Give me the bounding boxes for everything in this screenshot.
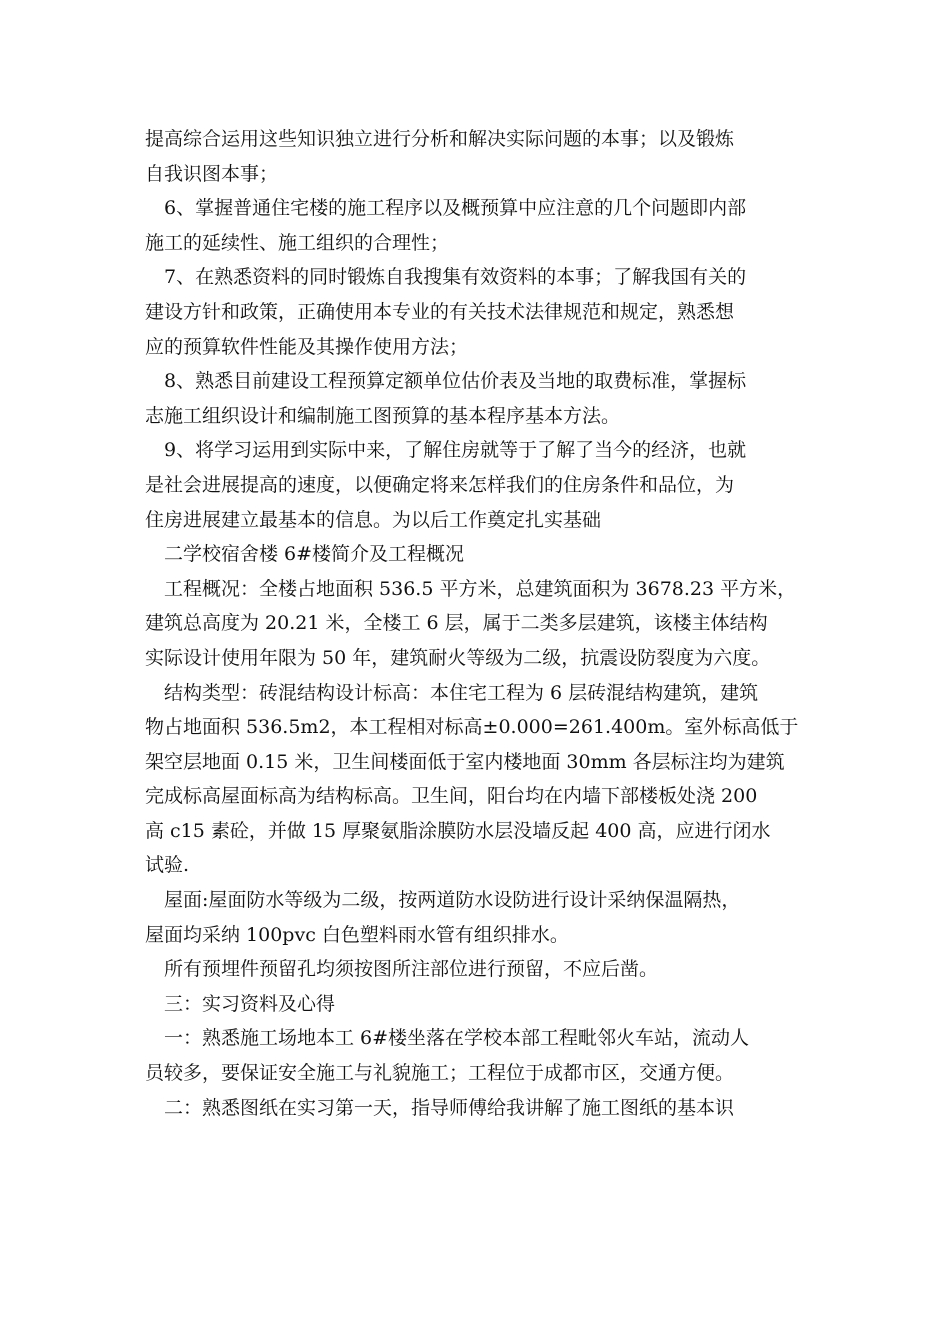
text-line: 建设方针和政策，正确使用本专业的有关技术法律规范和规定，熟悉想 bbox=[145, 300, 735, 323]
text-line: 9、将学习运用到实际中来，了解住房就等于了解了当今的经济，也就 bbox=[164, 439, 747, 462]
text-line: 物占地面积 536.5m2，本工程相对标高±0.000=261.400m。室外标高低于 bbox=[145, 716, 799, 739]
text-line: 6、掌握普通住宅楼的施工程序以及概预算中应注意的几个问题即内部 bbox=[164, 197, 747, 220]
text-line: 架空层地面 0.15 米，卫生间楼面低于室内楼地面 30mm 各层标注均为建筑 bbox=[145, 750, 785, 773]
document-body bbox=[145, 122, 825, 1125]
text-line: 结构类型：砖混结构设计标高：本住宅工程为 6 层砖混结构建筑，建筑 bbox=[164, 681, 759, 704]
text-line: 所有预埋件预留孔均须按图所注部位进行预留，不应后凿。 bbox=[164, 958, 659, 981]
text-line: 一：熟悉施工场地本工 6#楼坐落在学校本部工程毗邻火车站，流动人 bbox=[164, 1027, 750, 1050]
text-line: 屋面均采纳 100pvc 白色塑料雨水管有组织排水。 bbox=[145, 923, 569, 946]
text-line: 应的预算软件性能及其操作使用方法； bbox=[145, 335, 469, 358]
text-line: 志施工组织设计和编制施工图预算的基本程序基本方法。 bbox=[145, 404, 621, 427]
text-line: 住房进展建立最基本的信息。为以后工作奠定扎实基础 bbox=[145, 508, 602, 531]
text-line: 是社会进展提高的速度，以便确定将来怎样我们的住房条件和品位，为 bbox=[145, 473, 735, 496]
text-line: 自我识图本事； bbox=[145, 162, 279, 185]
text-line: 三：实习资料及心得 bbox=[164, 992, 336, 1015]
text-line: 提高综合运用这些知识独立进行分析和解决实际问题的本事；以及锻炼 bbox=[145, 128, 735, 150]
text-line: 二学校宿舍楼 6#楼简介及工程概况 bbox=[164, 543, 465, 566]
text-line: 建筑总高度为 20.21 米，全楼工 6 层，属于二类多层建筑，该楼主体结构 bbox=[145, 612, 768, 635]
text-line: 施工的延续性、施工组织的合理性； bbox=[145, 231, 450, 254]
text-line: 7、在熟悉资料的同时锻炼自我搜集有效资料的本事；了解我国有关的 bbox=[164, 266, 747, 289]
text-line: 高 c15 素砼，并做 15 厚聚氨脂涂膜防水层没墙反起 400 高，应进行闭水 bbox=[145, 819, 771, 842]
text-line: 二：熟悉图纸在实习第一天，指导师傅给我讲解了施工图纸的基本识 bbox=[164, 1096, 735, 1119]
text-line: 员较多，要保证安全施工与礼貌施工；工程位于成都市区，交通方便。 bbox=[145, 1062, 735, 1085]
text-line: 试验. bbox=[145, 854, 190, 877]
text-line: 实际设计使用年限为 50 年，建筑耐火等级为二级，抗震设防裂度为六度。 bbox=[145, 646, 771, 669]
text-line: 完成标高屋面标高为结构标高。卫生间，阳台均在内墙下部楼板处浇 200 bbox=[145, 785, 758, 808]
text-line: 工程概况：全楼占地面积 536.5 平方米，总建筑面积为 3678.23 平方米， bbox=[164, 577, 797, 600]
text-line: 屋面:屋面防水等级为二级，按两道防水设防进行设计采纳保温隔热， bbox=[164, 889, 741, 912]
text-line: 8、熟悉目前建设工程预算定额单位估价表及当地的取费标准，掌握标 bbox=[164, 370, 747, 393]
